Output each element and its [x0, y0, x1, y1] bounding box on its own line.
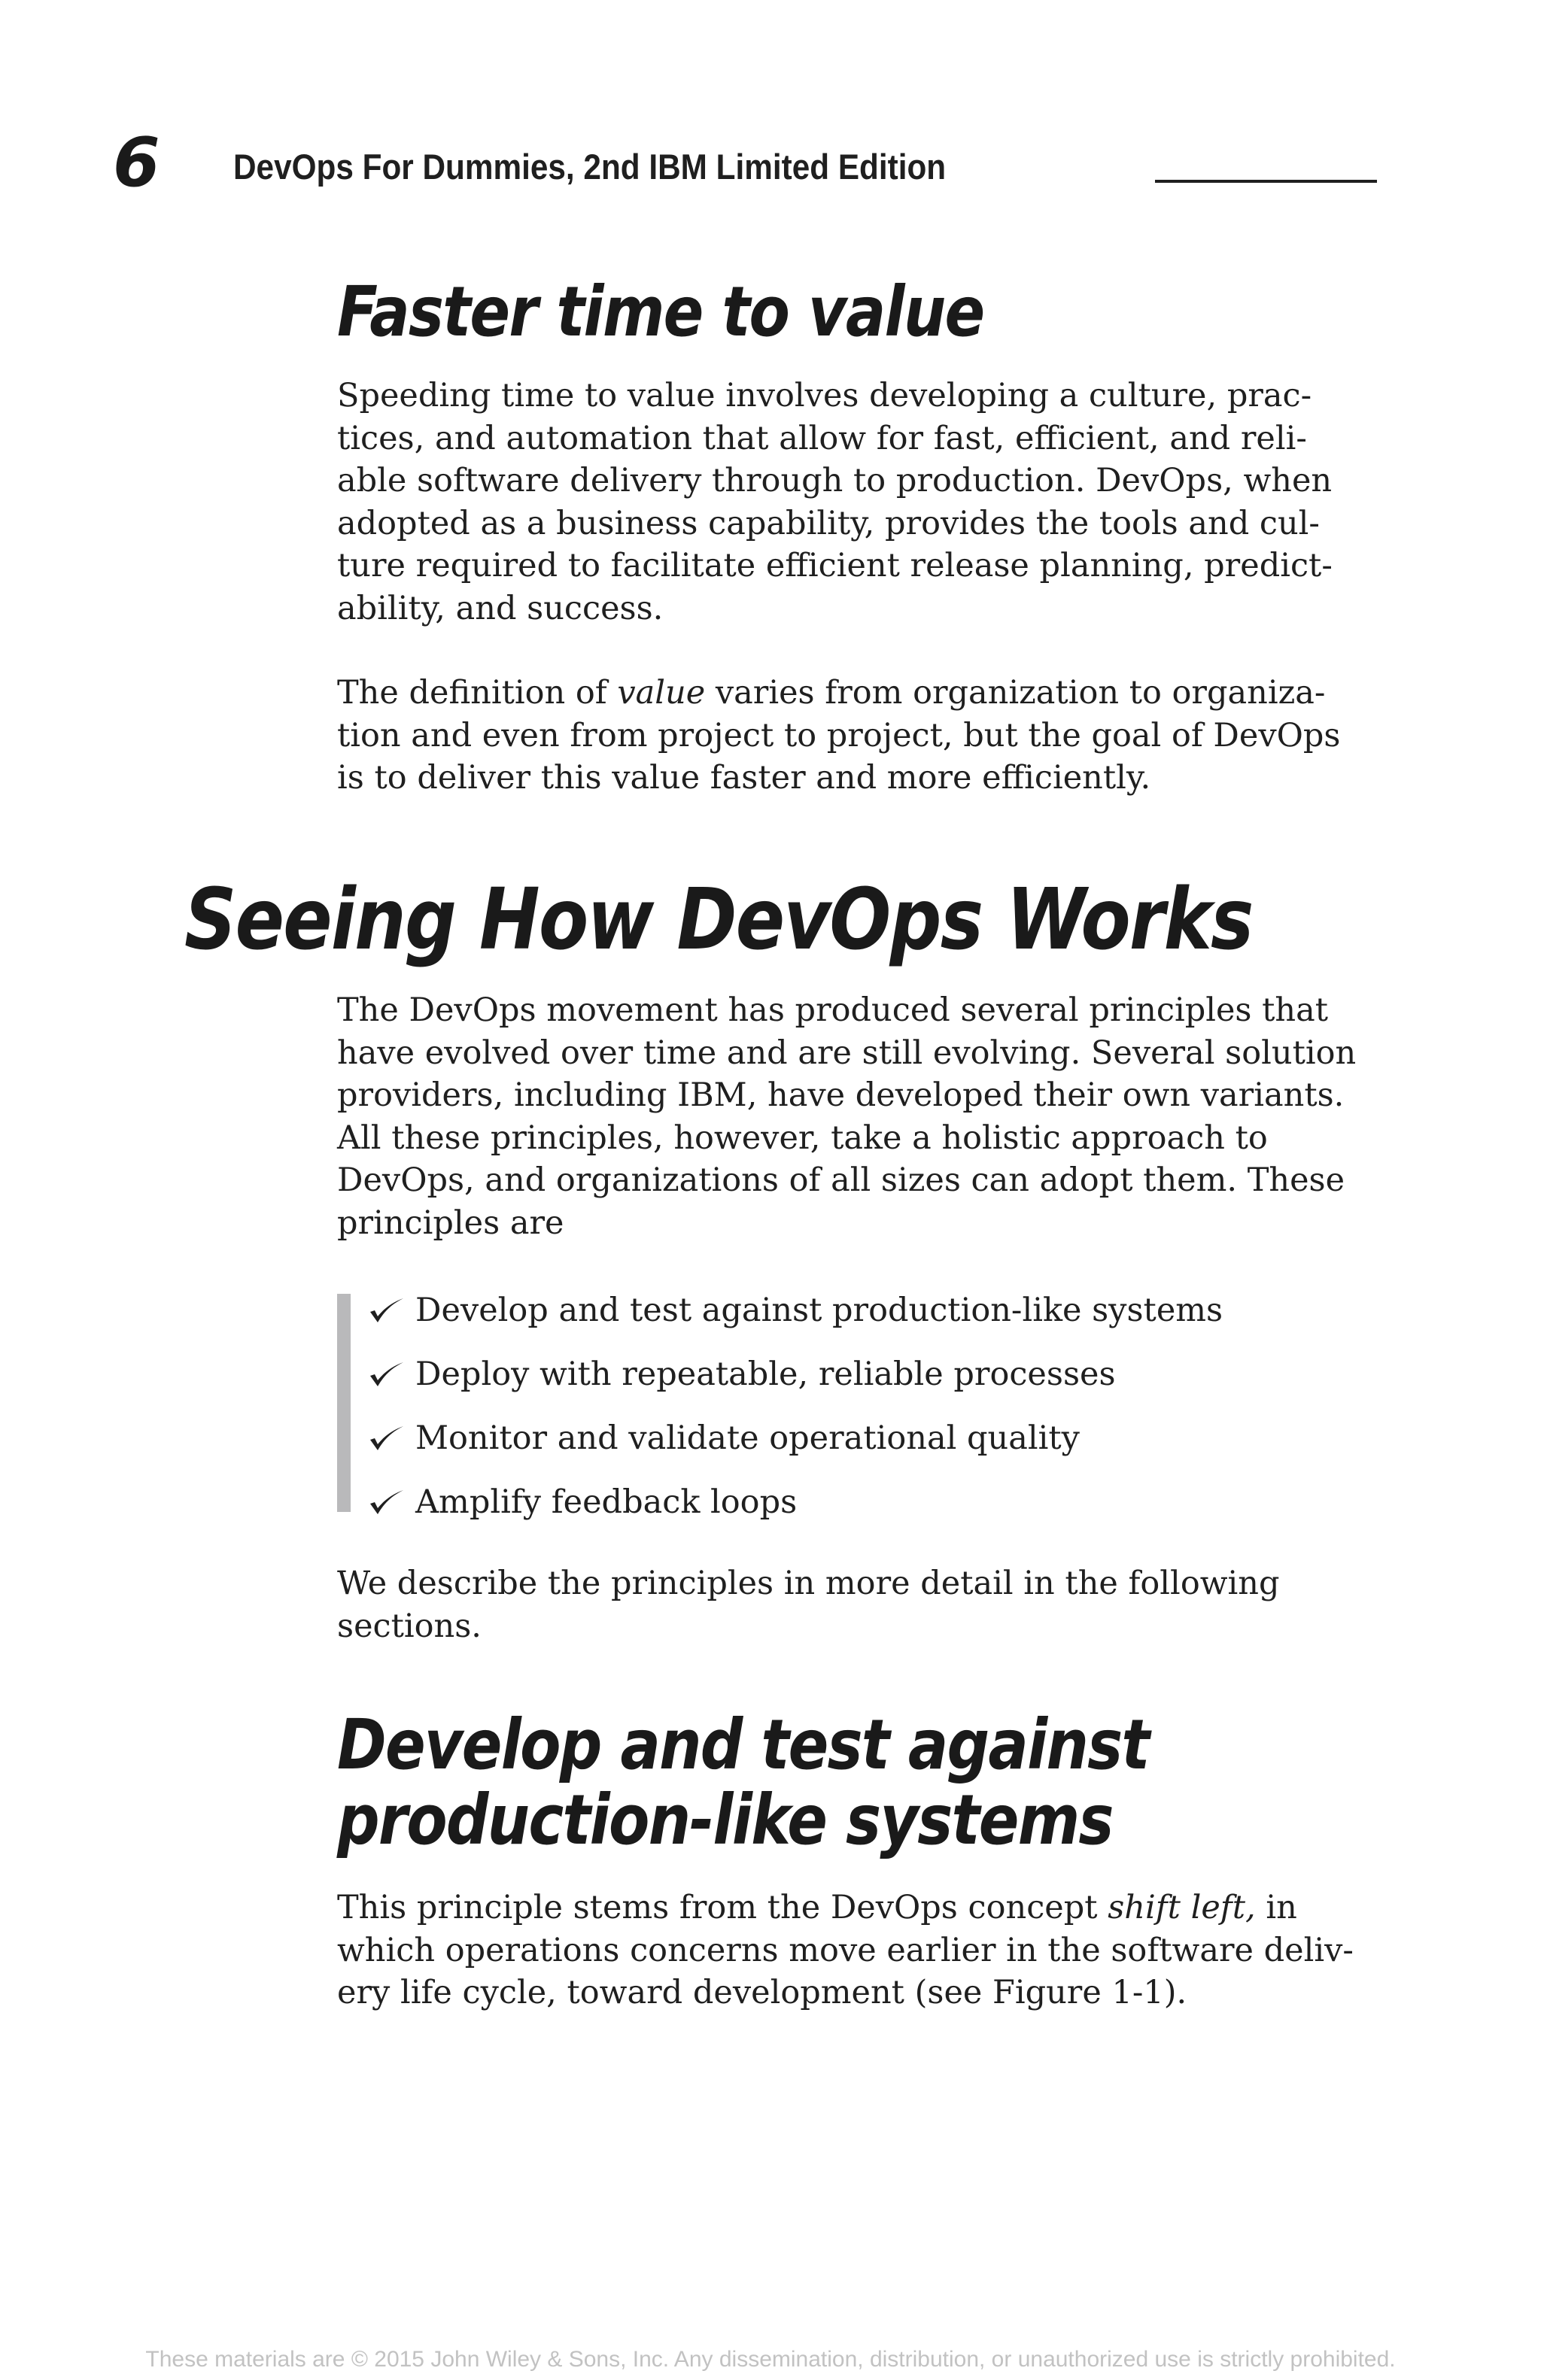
bullet-list-bar — [337, 1294, 351, 1512]
text-run: varies from organization to organiza- — [705, 674, 1326, 712]
bullet-text: Develop and test against production-like systems — [415, 1292, 1223, 1329]
text-line: Speeding time to value involves developing a culture, prac- — [337, 377, 1312, 414]
text-line: adopted as a business capability, provides the tools and cul- — [337, 504, 1320, 542]
check-icon — [369, 1487, 405, 1517]
heading-faster-time-to-value: Faster time to value — [337, 272, 984, 352]
list-item — [369, 1416, 1080, 1461]
heading-develop-and-test — [337, 1705, 1149, 1860]
heading-line: production-like systems — [337, 1780, 1113, 1860]
header-rule — [1155, 180, 1377, 183]
list-item — [369, 1480, 797, 1525]
heading-line: Develop and test against — [337, 1705, 1149, 1785]
running-head — [113, 123, 1377, 202]
text-line: principles are — [337, 1204, 564, 1242]
text-line: providers, including IBM, have developed their own variants. — [337, 1076, 1345, 1114]
text-run: The definition of — [337, 674, 618, 712]
text-line: have evolved over time and are still evolving. Several solution — [337, 1034, 1357, 1072]
list-item — [369, 1288, 1223, 1333]
text-line: tion and even from project to project, but the goal of DevOps — [337, 716, 1341, 754]
check-icon — [369, 1423, 405, 1453]
book-title: DevOps For Dummies, 2nd IBM Limited Edition — [233, 147, 947, 187]
paragraph-definition-of-value — [337, 672, 1391, 800]
heading-seeing-how-devops-works: Seeing How DevOps Works — [184, 871, 1253, 969]
text-line: is to deliver this value faster and more efficiently. — [337, 759, 1151, 797]
text-line: ture required to facilitate efficient release planning, predict- — [337, 547, 1333, 584]
text-line — [337, 1887, 1391, 1929]
paragraph-devops-movement — [337, 989, 1391, 1244]
text-line: All these principles, however, take a holistic approach to — [337, 1119, 1268, 1157]
page-number: 6 — [113, 123, 160, 202]
text-line: able software delivery through to production. DevOps, when — [337, 462, 1333, 499]
text-line: We describe the principles in more detail in the following — [337, 1565, 1280, 1602]
check-icon — [369, 1295, 405, 1325]
text-line: ability, and success. — [337, 589, 664, 627]
text-line: tices, and automation that allow for fast, efficient, and reli- — [337, 419, 1307, 457]
text-line: ery life cycle, toward development (see Figure 1-1). — [337, 1974, 1187, 2011]
paragraph-shift-left — [337, 1887, 1391, 2014]
text-line: DevOps, and organizations of all sizes can adopt them. These — [337, 1161, 1345, 1199]
paragraph-speeding-time — [337, 375, 1391, 630]
bullet-text: Amplify feedback loops — [415, 1483, 798, 1521]
emphasis-shift-left: shift left, — [1108, 1889, 1256, 1926]
text-line: which operations concerns move earlier in the software deliv- — [337, 1931, 1354, 1969]
emphasis-value: value — [617, 674, 706, 712]
text-line: The DevOps movement has produced several principles that — [337, 991, 1329, 1029]
text-line — [337, 672, 1391, 715]
text-line: sections. — [337, 1607, 482, 1645]
bullet-text: Deploy with repeatable, reliable processes — [415, 1355, 1116, 1393]
bullet-text: Monitor and validate operational quality — [415, 1419, 1080, 1457]
check-icon — [369, 1359, 405, 1389]
copyright-footer: These materials are © 2015 John Wiley & Sons, Inc. Any dissemination, distribution, or unauthorized use is strictly prohibited. — [145, 2347, 1396, 2372]
list-item — [369, 1352, 1116, 1397]
text-run: This principle stems from the DevOps concept — [337, 1889, 1108, 1926]
text-run: in — [1255, 1889, 1297, 1926]
paragraph-describe-principles — [337, 1562, 1391, 1647]
